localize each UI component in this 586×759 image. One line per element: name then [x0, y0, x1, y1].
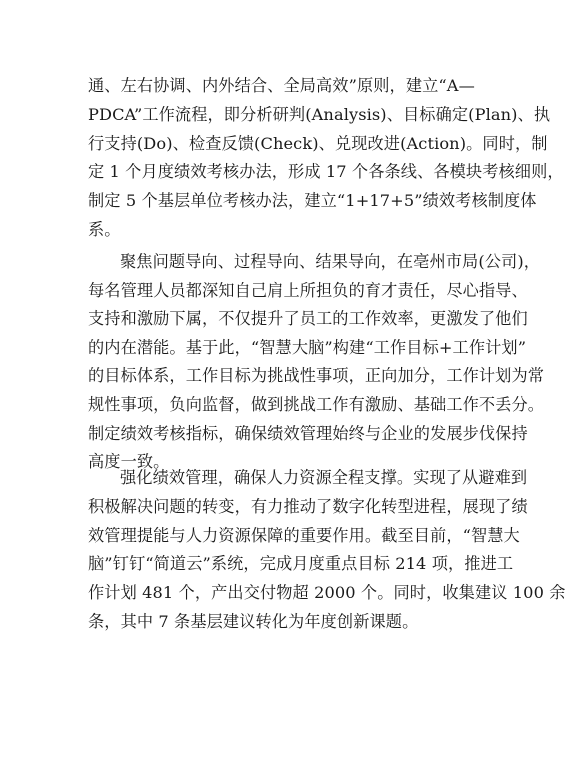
- text-line-first: 聚焦问题导向、过程导向、结果导向，在亳州市局(公司)，: [120, 252, 541, 271]
- text-line: 制定绩效考核指标，确保绩效管理始终与企业的发展步伐保持: [88, 423, 528, 443]
- text-line-first: 强化绩效管理，确保人力资源全程支撑。实现了从避难到: [120, 468, 528, 487]
- text-line: 支持和激励下属，不仅提升了员工的工作效率，更激发了他们: [88, 309, 528, 329]
- text-line: 高度一致。: [88, 452, 170, 472]
- text-line: 积极解决问题的转变，有力推动了数字化转型进程，展现了绩: [88, 496, 528, 516]
- paragraph-1: [88, 72, 564, 245]
- text-line: 规性事项，负向监督，做到挑战工作有激励、基础工作不丢分。: [88, 394, 545, 414]
- text-line: 脑”钉钉“简道云”系统，完成月度重点目标 214 项，推进工: [88, 554, 514, 574]
- text-line: 制定 5 个基层单位考核办法，建立“1+17+5”绩效考核制度体: [88, 191, 537, 211]
- text-line: 系。: [88, 219, 121, 239]
- text-line: 效管理提能与人力资源保障的重要作用。截至目前，“智慧大: [88, 525, 520, 545]
- text-line: PDCA”工作流程，即分析研判(Analysis)、目标确定(Plan)、执: [88, 104, 551, 124]
- text-line: 作计划 481 个，产出交付物超 2000 个。同时，收集建议 100 余: [88, 583, 566, 603]
- text-line: 每名管理人员都深知自己肩上所担负的育才责任，尽心指导、: [88, 280, 528, 300]
- text-line: 的内在潜能。基于此，“智慧大脑”构建“工作目标+工作计划”: [88, 337, 527, 357]
- text-line: 的目标体系，工作目标为挑战性事项，正向加分，工作计划为常: [88, 366, 545, 386]
- paragraph-3: [88, 464, 566, 637]
- text-line: 条，其中 7 条基层建议转化为年度创新课题。: [88, 611, 419, 631]
- text-line: 通、左右协调、内外结合、全局高效”原则，建立“A—: [88, 76, 475, 95]
- text-line: 行支持(Do)、检查反馈(Check)、兑现改进(Action)。同时，制: [88, 133, 548, 153]
- paragraph-2: [88, 248, 545, 477]
- text-line: 定 1 个月度绩效考核办法，形成 17 个各条线、各模块考核细则，: [88, 162, 564, 182]
